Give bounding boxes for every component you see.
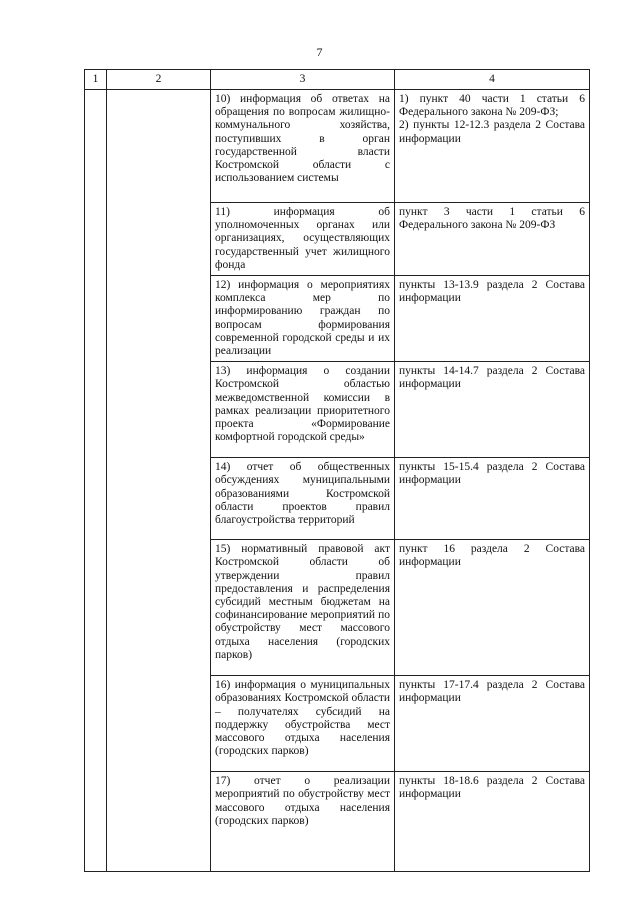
column-header-2: 2 <box>107 70 211 90</box>
content-cell: 11) информация об уполномоченных органах или организациях, осуществляющих государственный учет жилищного фонда <box>211 203 395 276</box>
content-cell: 16) информация о муниципальных образованиях Костромской области – получателях субсидий на поддержку обустройства мест массового отдыха населения (городских парков) <box>211 676 395 772</box>
content-cell: 13) информация о создании Костромской областью межведомственной комиссии в рамках реализации приоритетного проекта «Формирование комфортной городской среды» <box>211 362 395 458</box>
table-header-row <box>85 70 590 90</box>
column-1-cell <box>85 90 107 872</box>
column-2-cell <box>107 90 211 872</box>
column-header-4: 4 <box>395 70 590 90</box>
reference-cell: пункт 3 части 1 статьи 6 Федерального закона № 209-ФЗ <box>395 203 590 276</box>
document-table <box>84 69 590 872</box>
content-cell: 12) информация о мероприятиях комплекса мер по информированию граждан по вопросам формирования современной городской среды и их реализации <box>211 276 395 362</box>
column-header-1: 1 <box>85 70 107 90</box>
page-number: 7 <box>316 45 323 59</box>
reference-cell: пункты 15-15.4 раздела 2 Состава информации <box>395 458 590 540</box>
content-cell: 14) отчет об общественных обсуждениях муниципальными образованиями Костромской области проектов правил благоустройства территорий <box>211 458 395 540</box>
content-cell: 17) отчет о реализации мероприятий по обустройству мест массового отдыха населения (городских парков) <box>211 772 395 872</box>
reference-cell: пункты 17-17.4 раздела 2 Состава информации <box>395 676 590 772</box>
content-cell: 15) нормативный правовой акт Костромской области об утверждении правил предоставления и распределения субсидий местным бюджетам на софинансирование мероприятий по обустройству мест массового отдыха населения (городских парков) <box>211 540 395 676</box>
reference-cell: пункты 13-13.9 раздела 2 Состава информации <box>395 276 590 362</box>
reference-cell: пункты 14-14.7 раздела 2 Состава информации <box>395 362 590 458</box>
reference-cell: пункт 16 раздела 2 Состава информации <box>395 540 590 676</box>
reference-cell: пункты 18-18.6 раздела 2 Состава информации <box>395 772 590 872</box>
content-cell: 10) информация об ответах на обращения по вопросам жилищно-коммунального хозяйства, поступивших в орган государственной власти Костромской области с использованием системы <box>211 90 395 203</box>
reference-cell: 1) пункт 40 части 1 статьи 6 Федерального закона № 209-ФЗ; 2) пункты 12-12.3 раздела 2 Состава информации <box>395 90 590 203</box>
table-row <box>85 90 590 203</box>
column-header-3: 3 <box>211 70 395 90</box>
